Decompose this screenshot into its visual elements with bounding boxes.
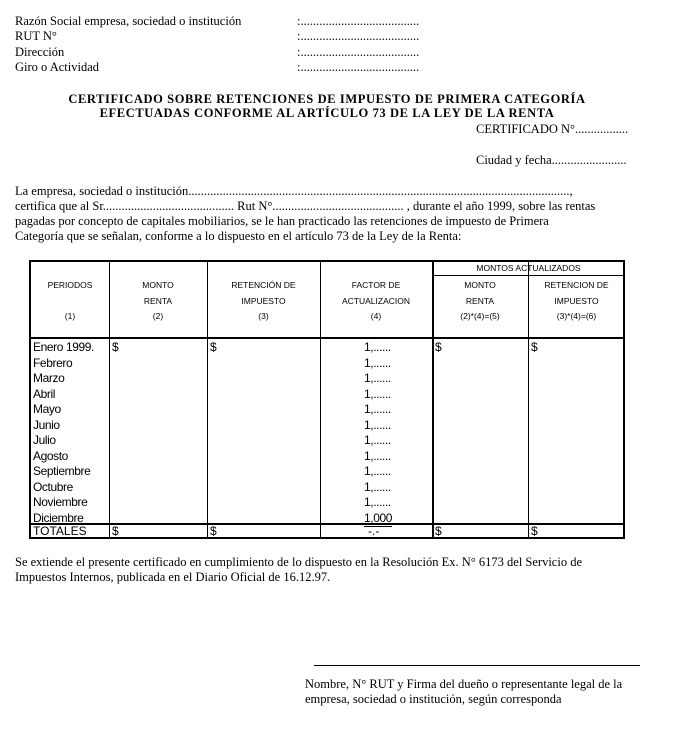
period-row: Enero 1999. (33, 340, 94, 354)
header-field-rut (15, 29, 419, 44)
col-header-line: FACTOR DE (351, 280, 401, 290)
col-header-retencion-act (528, 278, 625, 325)
period-row: Octubre (33, 479, 73, 494)
factor-value: 1,...... (364, 340, 391, 354)
header-field-value: :...................................... (297, 29, 420, 43)
signature-line (314, 665, 640, 666)
col-header-monto-renta-act (432, 278, 528, 325)
document-title-line1: CERTIFICADO SOBRE RETENCIONES DE IMPUESTO DE PRIMERA CATEGORÍA (68, 92, 586, 106)
paragraph-line: Impuestos Internos, publicada en el Diario Oficial de 16.12.97. (15, 570, 331, 584)
header-field-value: :...................................... (297, 45, 420, 59)
factor-value: 1,...... (364, 417, 391, 432)
factor-value: 1,...... (364, 433, 391, 447)
currency-symbol: $ (435, 524, 442, 538)
paragraph-line: Categoría que se señalan, conforme a lo dispuesto en el artículo 73 de la Ley de la Renta: (15, 229, 462, 243)
col-header-monto-renta (109, 278, 207, 325)
header-field-razon-social (15, 14, 419, 29)
currency-symbol: $ (112, 340, 119, 354)
paragraph-line: certifica que al Sr.......................................... Rut N°.......................................... , durante el año 1999, sobre las rentas (15, 199, 596, 213)
period-row: Mayo (33, 402, 61, 416)
retenciones-table (29, 260, 625, 539)
header-field-label: Giro o Actividad (15, 60, 100, 74)
header-field-label: Razón Social empresa, sociedad o institución (15, 14, 242, 28)
factor-value: 1,...... (364, 402, 391, 416)
col-header-number: (3) (258, 311, 269, 321)
period-row: Noviembre (33, 495, 88, 509)
currency-symbol: $ (435, 340, 442, 354)
header-field-label: Dirección (15, 45, 65, 59)
currency-symbol: $ (112, 524, 119, 538)
closing-paragraph (15, 555, 635, 585)
paragraph-line: La empresa, sociedad o institución.........................................................................................................................., (15, 184, 573, 198)
factor-list (364, 340, 392, 527)
col-header-number: (1) (64, 311, 76, 321)
header-divider (31, 337, 623, 339)
header-field-value: :...................................... (297, 60, 420, 74)
period-row: Abril (33, 386, 56, 401)
signature-caption-line2: empresa, sociedad o institución, según corresponda (305, 692, 562, 706)
col-header-number: (2) (152, 311, 164, 321)
document-title-line2: EFECTUADAS CONFORME AL ARTÍCULO 73 DE LA LEY DE LA RENTA (99, 106, 555, 120)
col-header-line (31, 294, 109, 310)
col-header-line: PERIODOS (47, 280, 93, 290)
factor-value: 1,...... (364, 355, 391, 370)
col-header-line: MONTO (464, 280, 496, 290)
currency-symbol: $ (210, 340, 217, 354)
col-header-line: IMPUESTO (554, 295, 599, 306)
factor-value: 1,...... (364, 479, 391, 494)
paragraph-line: pagadas por concepto de capitales mobiliarios, se le han practicado las retenciones de impuesto de Primera (15, 214, 549, 228)
signature-caption-line1: Nombre, N° RUT y Firma del dueño o representante legal de la (305, 677, 623, 691)
period-row: Febrero (33, 355, 73, 370)
col-header-line: RENTA (143, 295, 173, 306)
intro-paragraph (15, 184, 635, 244)
period-row: Junio (33, 417, 60, 432)
col-header-number: (4) (370, 311, 382, 321)
period-row: Julio (33, 433, 56, 447)
header-field-label: RUT N° (15, 29, 57, 43)
currency-symbol: $ (531, 340, 538, 354)
col-header-line: ACTUALIZACION (341, 295, 410, 306)
factor-value: 1,...... (364, 386, 391, 401)
ciudad-fecha: Ciudad y fecha........................ (476, 153, 627, 167)
period-row: Agosto (33, 448, 68, 463)
currency-symbol: $ (210, 524, 217, 538)
col-header-number: (3)*(4)=(6) (556, 311, 597, 321)
group-header-montos-actualizados: MONTOS ACTUALIZADOS (476, 263, 581, 273)
col-header-line: IMPUESTO (241, 295, 286, 306)
col-header-periodos (31, 278, 109, 325)
currency-symbol: $ (531, 524, 538, 538)
totals-label: TOTALES (33, 524, 87, 538)
factor-value: 1,...... (364, 464, 391, 478)
period-row: Septiembre (33, 464, 91, 478)
col-header-number: (2)*(4)=(5) (460, 311, 500, 321)
factor-value: 1,...... (364, 448, 391, 463)
factor-value: 1,...... (364, 371, 391, 385)
header-field-giro (15, 60, 419, 75)
period-row: Marzo (33, 371, 65, 385)
totals-factor: -.- (368, 524, 380, 538)
col-header-line: RETENCIÓN DE (231, 280, 296, 290)
header-field-direccion (15, 45, 419, 60)
certificado-number: CERTIFICADO N°................. (476, 122, 629, 136)
factor-value: 1,000 (364, 511, 392, 528)
period-row: Diciembre (33, 510, 84, 525)
period-list (33, 340, 94, 526)
col-header-retencion-impuesto (207, 278, 320, 325)
factor-value: 1,...... (364, 495, 391, 509)
paragraph-line: Se extiende el presente certificado en cumplimiento de lo dispuesto en la Resolución Ex. N° 6173 del Servicio de (15, 555, 582, 569)
col-header-line: MONTO (142, 280, 174, 290)
col-header-line: RETENCION DE (544, 280, 609, 290)
col-header-factor (320, 278, 432, 325)
col-header-line: RENTA (465, 295, 495, 306)
group-header-divider (432, 275, 623, 276)
header-field-value: :...................................... (297, 14, 420, 28)
